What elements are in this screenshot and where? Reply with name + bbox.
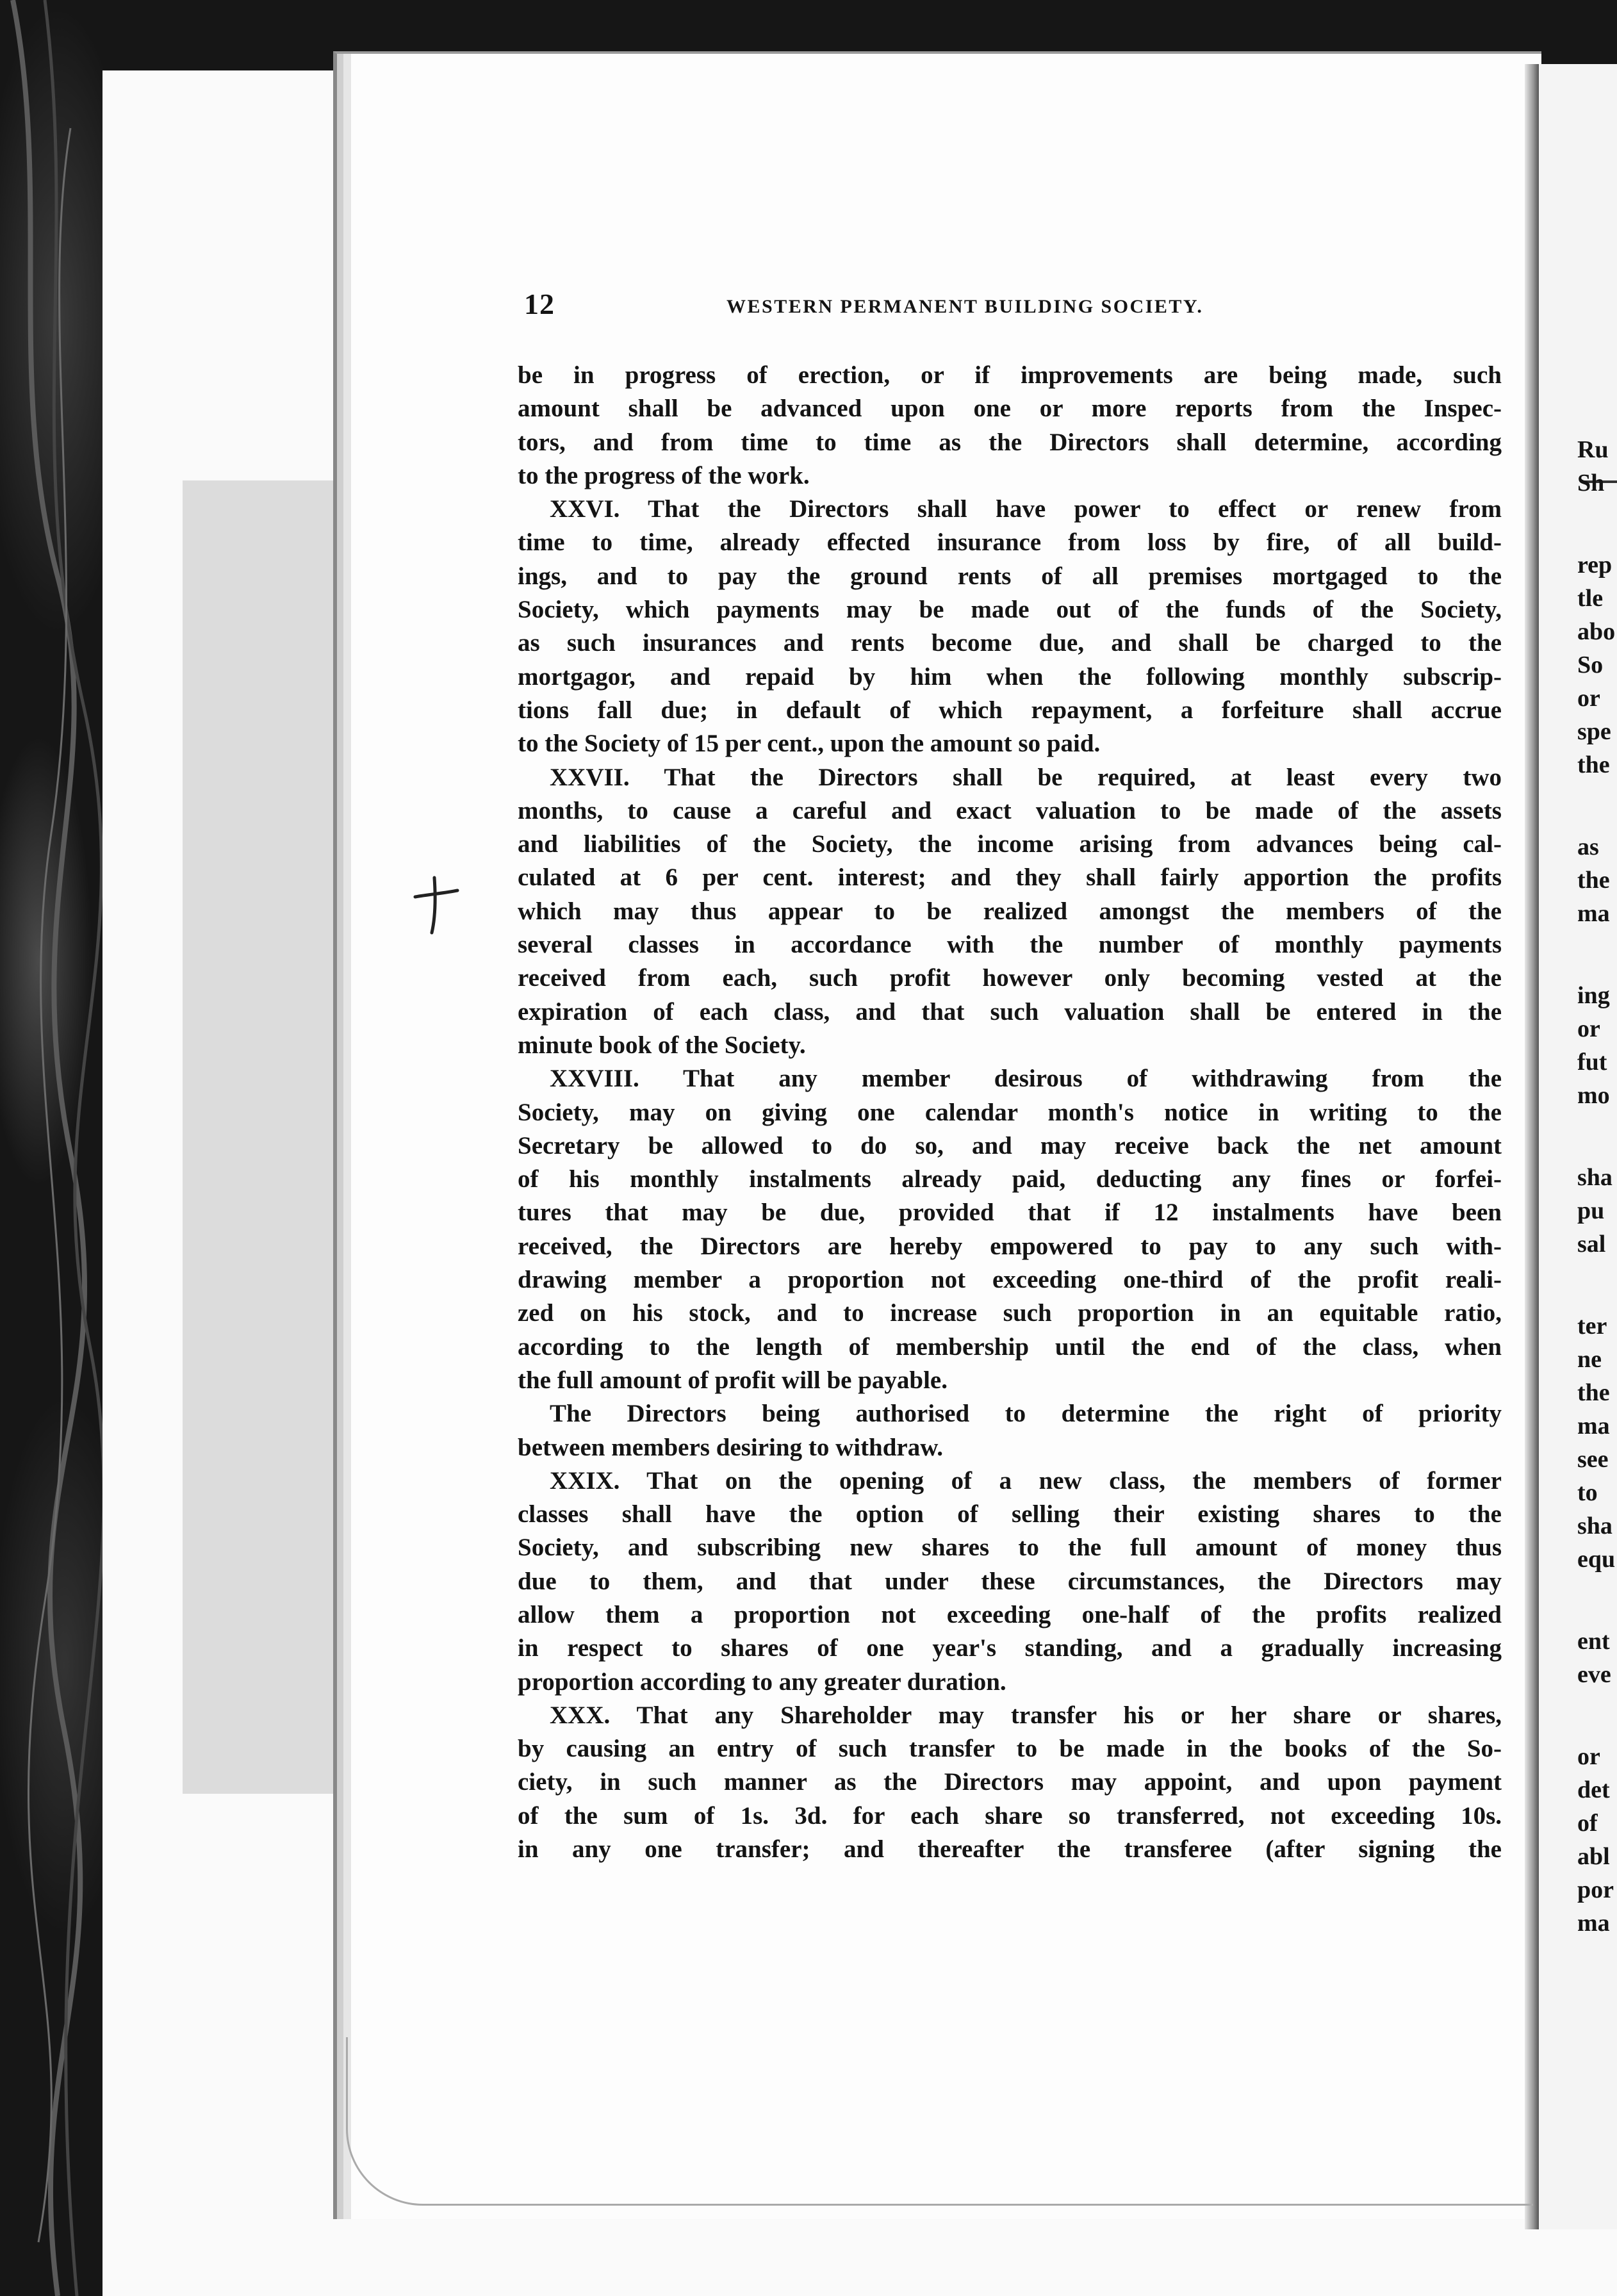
adjacent-page-text-fragment: eve (1577, 1661, 1611, 1688)
adjacent-page-text-fragment: to (1577, 1479, 1598, 1506)
text-line: time to time, already effected insurance from loss by fire, of all build- (518, 529, 1502, 557)
text-line: drawing member a proportion not exceeding one-third of the profit reali- (518, 1266, 1502, 1294)
adjacent-page-text-fragment: of (1577, 1810, 1598, 1837)
adjacent-page-text-fragment: So (1577, 652, 1604, 678)
body-text (518, 359, 1502, 1866)
text-line: culated at 6 per cent. interest; and they shall fairly apportion the profits (518, 864, 1502, 892)
adjacent-page-text-fragment: or (1577, 685, 1600, 712)
text-line: tures that may be due, provided that if 12 instalments have been (518, 1199, 1502, 1227)
text-line: between members desiring to withdraw. (518, 1433, 944, 1461)
gray-strip (183, 480, 343, 1794)
adjacent-page-text-fragment: det (1577, 1776, 1610, 1803)
text-line: XXIX. That on the opening of a new class, the members of former (550, 1466, 1502, 1495)
text-line: tions fall due; in default of which repayment, a forfeiture shall accrue (518, 696, 1502, 724)
text-line: several classes in accordance with the number of monthly payments (518, 931, 1502, 959)
text-line: The Directors being authorised to determine the right of priority (550, 1400, 1502, 1428)
adjacent-page-text-fragment: or (1577, 1743, 1600, 1770)
adjacent-page-text-fragment: sal (1577, 1231, 1606, 1258)
adjacent-page-text-fragment: ing (1577, 982, 1610, 1009)
text-line: classes shall have the option of selling their existing shares to the (518, 1500, 1502, 1529)
text-line: be in progress of erection, or if improvements are being made, such (518, 361, 1502, 389)
adjacent-page-text-fragment: ma (1577, 1413, 1610, 1439)
adjacent-page-text-fragment: as (1577, 833, 1599, 860)
text-line: according to the length of membership until the end of the class, when (518, 1332, 1502, 1361)
adjacent-page-text-fragment: mo (1577, 1082, 1610, 1109)
text-line: expiration of each class, and that such valuation shall be entered in the (518, 997, 1502, 1026)
text-line: which may thus appear to be realized amongst the members of the (518, 897, 1502, 925)
text-line: XXVI. That the Directors shall have power to effect or renew from (550, 495, 1502, 523)
adjacent-page-text-fragment: Sh (1577, 470, 1605, 496)
margin-cross-mark (410, 871, 461, 935)
adjacent-page-text-fragment: rep (1577, 552, 1613, 578)
adjacent-page-text-fragment: ne (1577, 1346, 1602, 1373)
adjacent-page-fragment (1539, 64, 1617, 2229)
page-header (524, 287, 1306, 325)
text-line: the full amount of profit will be payable. (518, 1366, 948, 1394)
text-line: XXVII. That the Directors shall be required, at least every two (550, 763, 1502, 791)
adjacent-page-text-fragment: the (1577, 751, 1610, 778)
text-line: ings, and to pay the ground rents of all premises mortgaged to the (518, 562, 1502, 590)
text-line: amount shall be advanced upon one or more reports from the Inspec- (518, 395, 1502, 423)
text-line: as such insurances and rents become due, and shall be charged to the (518, 629, 1502, 657)
adjacent-page-text-fragment: abo (1577, 618, 1616, 645)
adjacent-page-text-fragment: the (1577, 867, 1610, 894)
text-line: allow them a proportion not exceeding one-half of the profits realized (518, 1600, 1502, 1628)
page-number: 12 (524, 288, 555, 320)
adjacent-page-text-fragment: ent (1577, 1628, 1610, 1655)
text-line: XXX. That any Shareholder may transfer his or her share or shares, (550, 1701, 1502, 1729)
text-line: proportion according to any greater duration. (518, 1668, 1006, 1696)
adjacent-page-text-fragment: pu (1577, 1197, 1605, 1224)
text-line: received from each, such profit however only becoming vested at the (518, 964, 1502, 992)
text-line: to the progress of the work. (518, 461, 810, 489)
text-line: due to them, and that under these circumstances, the Directors may (518, 1567, 1502, 1595)
text-line: by causing an entry of such transfer to be made in the books of the So- (518, 1735, 1502, 1763)
adjacent-page-text-fragment: see (1577, 1446, 1609, 1473)
adjacent-page-text-fragment: the (1577, 1379, 1610, 1406)
text-line: tors, and from time to time as the Directors shall determine, according (518, 428, 1502, 456)
text-line: received, the Directors are hereby empowered to pay to any such with- (518, 1232, 1502, 1260)
text-line: of the sum of 1s. 3d. for each share so transferred, not exceeding 10s. (518, 1801, 1502, 1830)
text-line: months, to cause a careful and exact valuation to be made of the assets (518, 796, 1502, 824)
text-line: Society, which payments may be made out of the funds of the Society, (518, 596, 1502, 624)
text-line: mortgagor, and repaid by him when the following monthly subscrip- (518, 662, 1502, 691)
text-line: ciety, in such manner as the Directors may appoint, and upon payment (518, 1768, 1502, 1796)
text-line: Society, and subscribing new shares to the full amount of money thus (518, 1534, 1502, 1562)
adjacent-page-text-fragment: abl (1577, 1843, 1610, 1870)
text-line: Society, may on giving one calendar month's notice in writing to the (518, 1098, 1502, 1126)
adjacent-page-text-fragment: fut (1577, 1049, 1607, 1076)
text-line: of his monthly instalments already paid, deducting any fines or forfei- (518, 1165, 1502, 1193)
text-line: XXVIII. That any member desirous of withdrawing from the (550, 1065, 1502, 1093)
adjacent-page-text-fragment: ter (1577, 1313, 1607, 1340)
adjacent-page-text-fragment: por (1577, 1876, 1614, 1903)
page-gutter-edge (1525, 64, 1539, 2229)
text-line: minute book of the Society. (518, 1031, 806, 1059)
adjacent-page-text-fragment: ma (1577, 1910, 1610, 1937)
text-line: in respect to shares of one year's standing, and a gradually increasing (518, 1634, 1502, 1662)
adjacent-page-text-fragment: equ (1577, 1546, 1616, 1573)
marble-pattern (0, 0, 103, 2296)
text-line: to the Society of 15 per cent., upon the amount so paid. (518, 730, 1101, 758)
adjacent-page-text-fragment: tle (1577, 585, 1604, 612)
adjacent-page-text-fragment: or (1577, 1015, 1600, 1042)
adjacent-page-text-fragment: Ru (1577, 436, 1609, 463)
adjacent-page-text-fragment: sha (1577, 1164, 1613, 1191)
adjacent-page-text-fragment: ma (1577, 900, 1610, 927)
running-title: WESTERN PERMANENT BUILDING SOCIETY. (726, 296, 1204, 317)
adjacent-page-text-fragment: sha (1577, 1513, 1613, 1539)
text-line: in any one transfer; and thereafter the transferee (after signing the (518, 1835, 1502, 1864)
text-line: zed on his stock, and to increase such proportion in an equitable ratio, (518, 1299, 1502, 1327)
adjacent-page-text-fragment: spe (1577, 718, 1611, 745)
text-line: Secretary be allowed to do so, and may receive back the net amount (518, 1131, 1502, 1160)
text-line: and liabilities of the Society, the income arising from advances being cal- (518, 830, 1502, 858)
